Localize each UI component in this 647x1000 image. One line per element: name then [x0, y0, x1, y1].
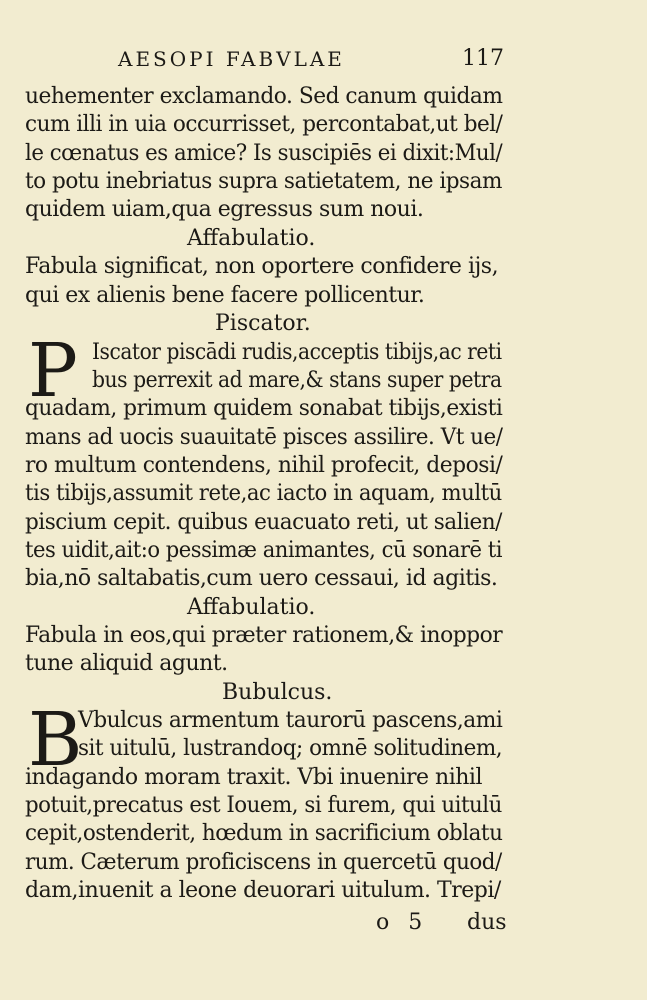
text-line: bus perrexit ad mare,& stans super petra	[92, 368, 502, 393]
text-line: to potu inebriatus supra satietatem, ne ipsam	[25, 169, 502, 194]
fable-title-bubulcus: Bubulcus.	[222, 680, 333, 705]
moral-line: qui ex alienis bene facere pollicentur.	[25, 283, 425, 308]
affabulatio-heading: Affabulatio.	[187, 226, 316, 251]
running-title: AESOPI FABVLAE	[118, 47, 345, 71]
text-line: Vbulcus armentum taurorū pascens,ami	[78, 708, 503, 733]
text-line: bia,nō saltabatis,cum uero cessaui, id agitis.	[25, 566, 498, 591]
drop-initial-b: B	[28, 697, 83, 783]
moral-line: tune aliquid agunt.	[25, 651, 228, 676]
text-line: potuit,precatus est Iouem, si furem, qui uitulū	[25, 793, 502, 818]
text-line: cepit,ostenderit, hœdum in sacrificium oblatu	[25, 821, 503, 846]
text-line: ro multum contendens, nihil profecit, deposi/	[25, 453, 503, 478]
text-line: cum illi in uia occurrisset, percontabat,ut bel/	[25, 112, 503, 137]
text-line: dam,inuenit a leone deuorari uitulum. Trepi/	[25, 878, 501, 903]
text-line: uehementer exclamando. Sed canum quidam	[25, 84, 503, 109]
moral-line: Fabula significat, non oportere confidere ijs,	[25, 254, 499, 279]
page-number: 117	[462, 46, 504, 71]
page-header	[0, 44, 647, 74]
text-line: rum. Cæterum proficiscens in quercetū quod/	[25, 850, 502, 875]
text-line: le cœnatus es amice? Is suscipiēs ei dixit:Mul/	[25, 141, 503, 166]
signature-mark: o 5	[376, 910, 423, 935]
affabulatio-heading: Affabulatio.	[187, 595, 316, 620]
text-line: mans ad uocis suauitatē pisces assilire. Vt ue/	[25, 425, 503, 450]
text-line: piscium cepit. quibus euacuato reti, ut salien/	[25, 510, 502, 535]
text-line: sit uitulū, lustrandoq; omnē solitudinem,	[78, 736, 503, 761]
catchword: dus	[467, 910, 507, 935]
moral-line: Fabula in eos,qui præter rationem,& inoppor	[25, 623, 503, 648]
text-line: quidem uiam,qua egressus sum noui.	[25, 197, 424, 222]
fable-title-piscator: Piscator.	[215, 311, 311, 336]
text-line: indagando moram traxit. Vbi inuenire nihil	[25, 765, 483, 790]
text-line: quadam, primum quidem sonabat tibijs,existi	[25, 396, 503, 421]
text-line: tes uidit,ait:o pessimæ animantes, cū sonarē ti	[25, 538, 502, 563]
text-line: Iscator piscādi rudis,acceptis tibijs,ac reti	[92, 340, 502, 365]
text-line: tis tibijs,assumit rete,ac iacto in aquam, multū	[25, 481, 502, 506]
drop-initial-p: P	[28, 328, 78, 414]
